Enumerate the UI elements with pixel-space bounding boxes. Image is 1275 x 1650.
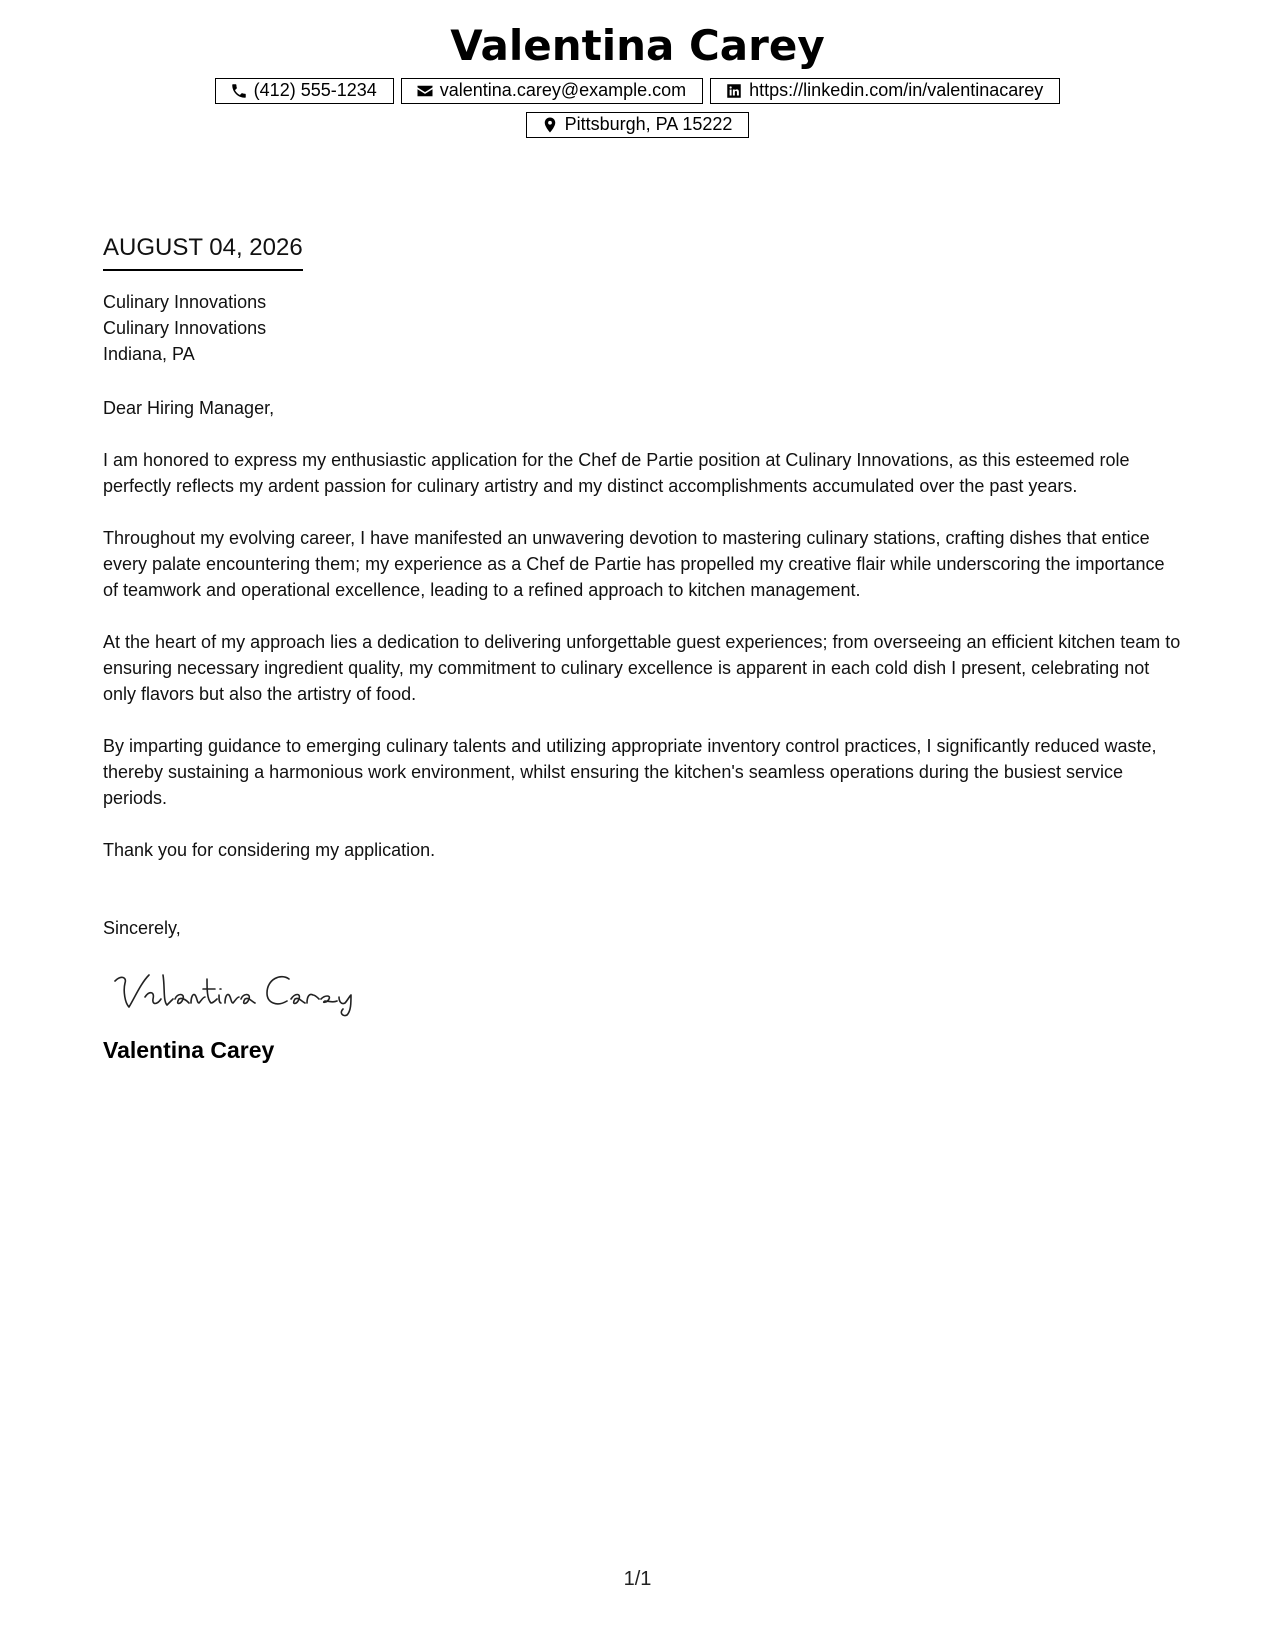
contact-phone-text: (412) 555-1234 xyxy=(253,80,377,100)
recipient-company: Culinary Innovations xyxy=(103,292,267,312)
phone-icon xyxy=(230,82,248,100)
closing-line: Thank you for considering my application. xyxy=(103,840,436,860)
recipient-block xyxy=(103,289,1183,367)
handwritten-signature xyxy=(111,967,371,1017)
envelope-icon xyxy=(416,82,434,100)
recipient-company-line-2: Culinary Innovations xyxy=(103,318,267,338)
applicant-name: Valentina Carey xyxy=(450,21,825,70)
body-paragraph: By imparting guidance to emerging culinary talents and utilizing appropriate inventory control practices, I significantly reduced waste, thereby sustaining a harmonious work environment, whilst ensuring the kitchen's seamless operations during the busiest service periods. xyxy=(103,736,1157,808)
contact-list xyxy=(188,78,1088,138)
map-pin-icon xyxy=(541,116,559,134)
body-paragraph: I am honored to express my enthusiastic application for the Chef de Partie position at Culinary Innovations, as this esteemed role perfectly reflects my ardent passion for culinary artistry and my distinct accomplishments accumulated over the past years. xyxy=(103,450,1130,496)
page-indicator: 1/1 xyxy=(623,1568,652,1590)
contact-linkedin[interactable] xyxy=(710,78,1060,104)
linkedin-icon xyxy=(725,82,743,100)
letter-header xyxy=(0,18,1275,138)
contact-email-text: valentina.carey@example.com xyxy=(439,80,687,100)
body-paragraph: At the heart of my approach lies a dedication to delivering unforgettable guest experiences; from overseeing an efficient kitchen team to ensuring necessary ingredient quality, my commitment to culinary excellence is apparent in each cold dish I present, celebrating not only flavors but also the artistry of food. xyxy=(103,632,1181,704)
contact-location-text: Pittsburgh, PA 15222 xyxy=(564,114,733,134)
contact-linkedin-text: https://linkedin.com/in/valentinacarey xyxy=(749,80,1044,100)
recipient-location: Indiana, PA xyxy=(103,344,195,364)
letter-body xyxy=(103,233,1183,1065)
signoff: Sincerely, xyxy=(103,918,181,938)
contact-location xyxy=(526,112,750,138)
contact-email[interactable] xyxy=(401,78,703,104)
contact-phone xyxy=(215,78,394,104)
salutation: Dear Hiring Manager, xyxy=(103,398,275,418)
signer-name: Valentina Carey xyxy=(103,1037,275,1063)
letter-date: AUGUST 04, 2026 xyxy=(103,233,303,271)
body-paragraph: Throughout my evolving career, I have manifested an unwavering devotion to mastering culinary stations, crafting dishes that entice every palate encountering them; my experience as a Chef de Partie has propelled my creative flair while underscoring the importance of teamwork and operational excellence, leading to a refined approach to kitchen management. xyxy=(103,528,1165,600)
